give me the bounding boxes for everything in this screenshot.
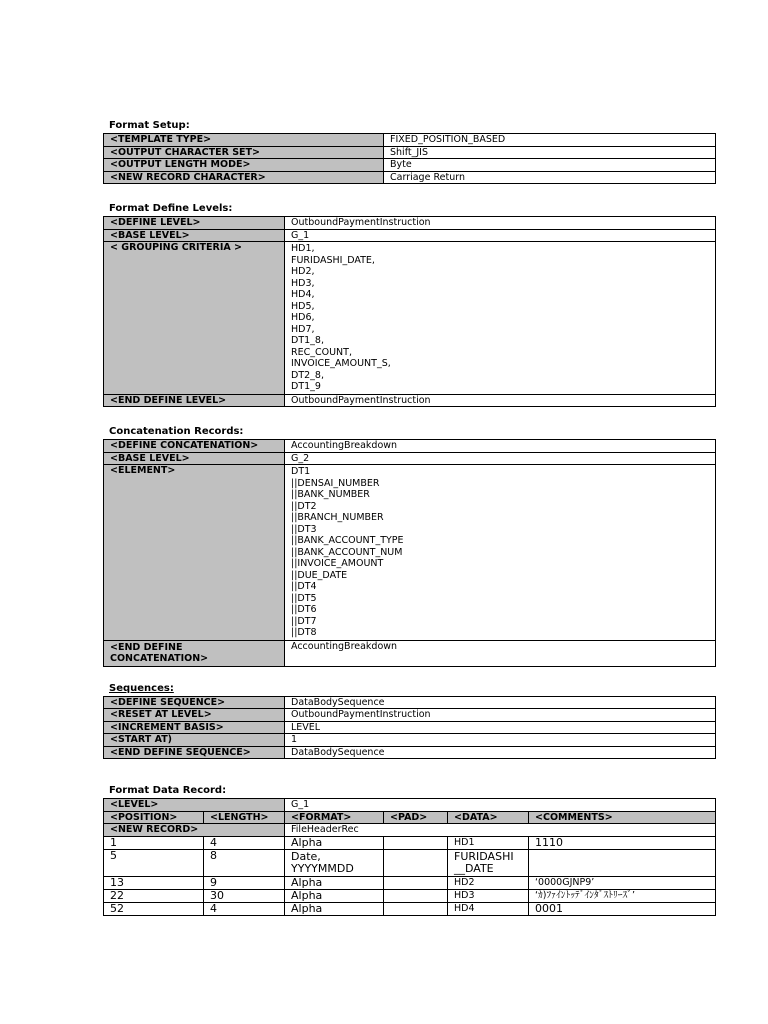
setup-key: <OUTPUT CHARACTER SET> <box>104 146 384 159</box>
format-cell: Date, YYYYMMDD <box>285 849 384 876</box>
setup-key: <NEW RECORD CHARACTER> <box>104 171 384 184</box>
data-cell: HD3 <box>448 889 529 902</box>
position-cell: 5 <box>104 849 204 876</box>
sequence-key: <INCREMENT BASIS> <box>104 721 285 734</box>
comments-cell: ‘ｶ)ﾌｧｲﾝﾄｯﾃﾞｲﾝﾀﾞｽﾄﾘｰｽﾞ’ <box>529 889 716 902</box>
comments-cell <box>529 849 716 876</box>
base-level-value: G_1 <box>285 229 716 242</box>
table-row <box>104 217 716 230</box>
element-key: <ELEMENT> <box>104 465 285 641</box>
table-row <box>104 746 716 759</box>
sequence-value: DataBodySequence <box>285 696 716 709</box>
setup-value: Shift_JIS <box>384 146 716 159</box>
sequence-value: LEVEL <box>285 721 716 734</box>
format-cell: Alpha <box>285 836 384 849</box>
format-cell: Alpha <box>285 889 384 902</box>
grouping-criteria-value: HD1, FURIDASHI_DATE, HD2, HD3, HD4, HD5, HD6, HD7, DT1_8, REC_COUNT, INVOICE_AMOUNT_S, DT2_8, DT1_9 <box>285 242 716 395</box>
table-row <box>104 734 716 747</box>
table-row <box>104 134 716 147</box>
define-concatenation-key: <DEFINE CONCATENATION> <box>104 440 285 453</box>
concatenation-title: Concatenation Records: <box>109 426 244 437</box>
sequence-key: <DEFINE SEQUENCE> <box>104 696 285 709</box>
grouping-criteria-key: < GROUPING CRITERIA > <box>104 242 285 395</box>
table-row <box>104 696 716 709</box>
sequences-title: Sequences: <box>109 682 174 694</box>
pad-cell <box>384 902 448 915</box>
table-row <box>104 229 716 242</box>
table-row <box>104 876 716 889</box>
comments-cell: 1110 <box>529 836 716 849</box>
data-cell: HD1 <box>448 836 529 849</box>
setup-key: <OUTPUT LENGTH MODE> <box>104 159 384 172</box>
concat-base-level-key: <BASE LEVEL> <box>104 452 285 465</box>
table-row <box>104 836 716 849</box>
setup-value: FIXED_POSITION_BASED <box>384 134 716 147</box>
position-cell: 52 <box>104 902 204 915</box>
new-record-key: <NEW RECORD> <box>104 824 285 837</box>
table-row <box>104 440 716 453</box>
column-header: <PAD> <box>384 811 448 824</box>
position-cell: 22 <box>104 889 204 902</box>
define-levels-title: Format Define Levels: <box>109 203 233 214</box>
element-value: DT1 ||DENSAI_NUMBER ||BANK_NUMBER ||DT2 ||BRANCH_NUMBER ||DT3 ||BANK_ACCOUNT_TYPE ||BANK_ACCOUNT_NUM ||INVOICE_AMOUNT ||DUE_DATE ||DT4 ||DT5 ||DT6 ||DT7 ||DT8 <box>285 465 716 641</box>
data-cell: FURIDASHI __DATE <box>448 849 529 876</box>
pad-cell <box>384 876 448 889</box>
column-header: <COMMENTS> <box>529 811 716 824</box>
define-levels-table <box>103 216 716 407</box>
length-cell: 30 <box>204 889 285 902</box>
end-define-level-value: OutboundPaymentInstruction <box>285 394 716 407</box>
table-row <box>104 824 716 837</box>
table-row <box>104 640 716 666</box>
table-row <box>104 394 716 407</box>
format-setup-title: Format Setup: <box>109 120 190 131</box>
table-row <box>104 902 716 915</box>
table-row <box>104 242 716 395</box>
pad-cell <box>384 849 448 876</box>
end-define-concatenation-value: AccountingBreakdown <box>285 640 716 666</box>
length-cell: 9 <box>204 876 285 889</box>
table-row <box>104 452 716 465</box>
length-cell: 4 <box>204 902 285 915</box>
sequences-table <box>103 696 716 760</box>
table-row <box>104 159 716 172</box>
data-record-table <box>103 798 716 916</box>
sequence-value: DataBodySequence <box>285 746 716 759</box>
column-header: <FORMAT> <box>285 811 384 824</box>
table-row <box>104 721 716 734</box>
position-cell: 13 <box>104 876 204 889</box>
setup-value: Byte <box>384 159 716 172</box>
pad-cell <box>384 889 448 902</box>
column-header: <DATA> <box>448 811 529 824</box>
sequence-key: <START AT) <box>104 734 285 747</box>
data-record-title: Format Data Record: <box>109 785 227 796</box>
pad-cell <box>384 836 448 849</box>
length-cell: 4 <box>204 836 285 849</box>
table-row <box>104 709 716 722</box>
concat-base-level-value: G_2 <box>285 452 716 465</box>
end-define-level-key: <END DEFINE LEVEL> <box>104 394 285 407</box>
data-cell: HD4 <box>448 902 529 915</box>
base-level-key: <BASE LEVEL> <box>104 229 285 242</box>
format-setup-table <box>103 133 716 184</box>
table-row <box>104 146 716 159</box>
format-cell: Alpha <box>285 902 384 915</box>
table-row <box>104 799 716 812</box>
comments-cell: ‘0000GJNP9’ <box>529 876 716 889</box>
table-row <box>104 849 716 876</box>
setup-key: <TEMPLATE TYPE> <box>104 134 384 147</box>
table-row <box>104 171 716 184</box>
data-cell: HD2 <box>448 876 529 889</box>
sequence-key: <RESET AT LEVEL> <box>104 709 285 722</box>
position-cell: 1 <box>104 836 204 849</box>
concatenation-table <box>103 439 716 667</box>
define-level-key: <DEFINE LEVEL> <box>104 217 285 230</box>
sequence-key: <END DEFINE SEQUENCE> <box>104 746 285 759</box>
new-record-value: FileHeaderRec <box>285 824 716 837</box>
end-define-concatenation-key: <END DEFINE CONCATENATION> <box>104 640 285 666</box>
setup-value: Carriage Return <box>384 171 716 184</box>
sequence-value: OutboundPaymentInstruction <box>285 709 716 722</box>
table-row <box>104 465 716 641</box>
define-level-value: OutboundPaymentInstruction <box>285 217 716 230</box>
length-cell: 8 <box>204 849 285 876</box>
document-page <box>103 118 715 916</box>
table-row <box>104 889 716 902</box>
comments-cell: 0001 <box>529 902 716 915</box>
level-key: <LEVEL> <box>104 799 285 812</box>
level-value: G_1 <box>285 799 716 812</box>
format-cell: Alpha <box>285 876 384 889</box>
table-header-row <box>104 811 716 824</box>
define-concatenation-value: AccountingBreakdown <box>285 440 716 453</box>
sequence-value: 1 <box>285 734 716 747</box>
column-header: <POSITION> <box>104 811 204 824</box>
column-header: <LENGTH> <box>204 811 285 824</box>
